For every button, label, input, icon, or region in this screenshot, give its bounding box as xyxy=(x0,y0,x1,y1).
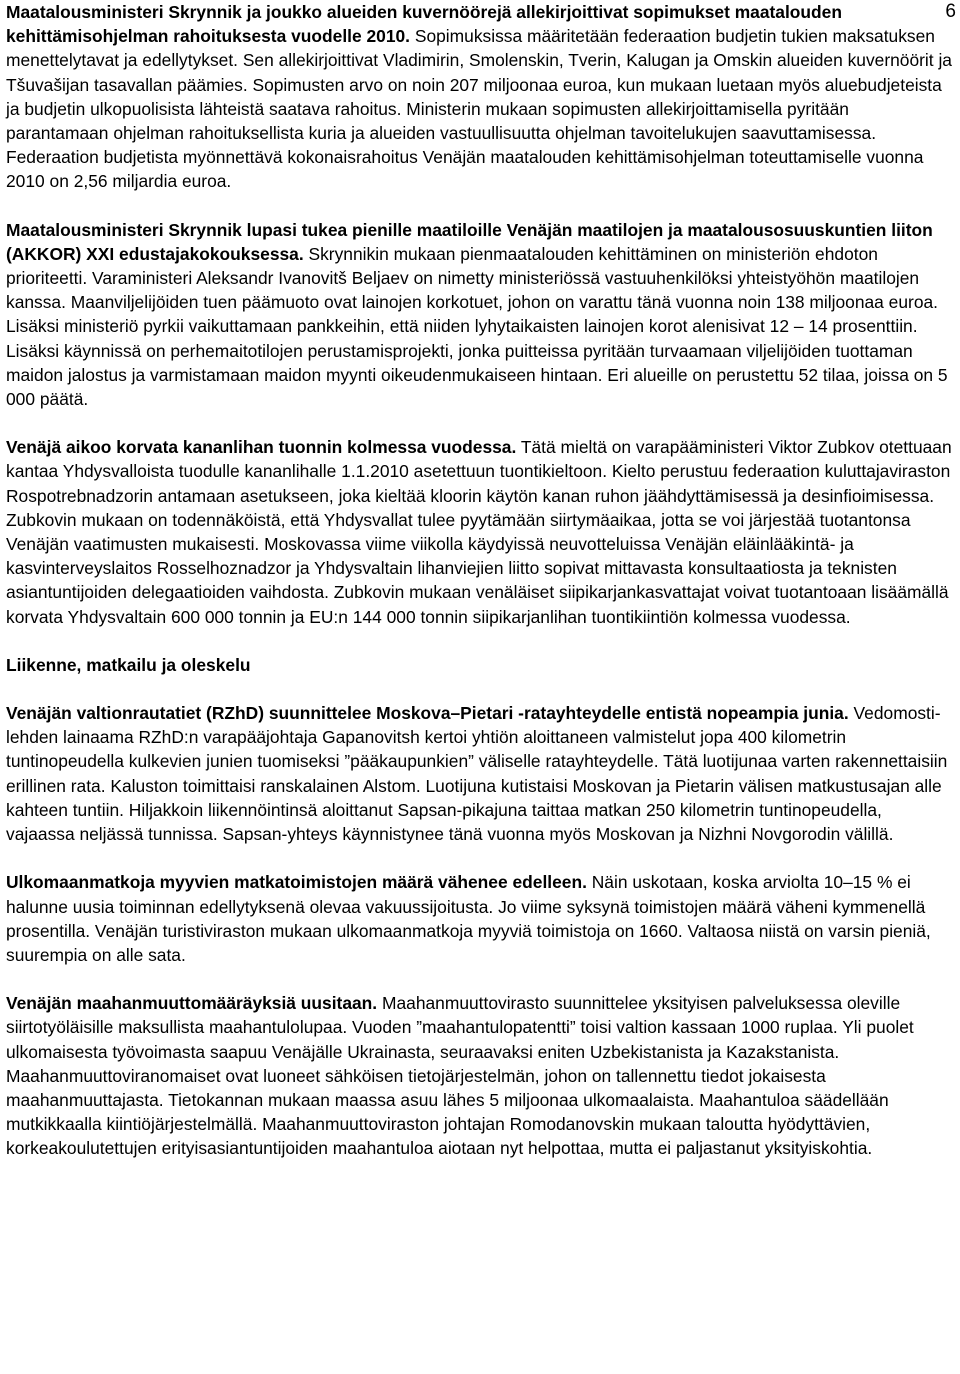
article-agriculture-agreements xyxy=(6,0,954,194)
article-lead: Venäjän valtionrautatiet (RZhD) suunnittelee Moskova–Pietari -ratayhteydelle entistä nopeampia junia. xyxy=(6,703,849,724)
article-high-speed-rail xyxy=(6,701,954,846)
article-small-farms-support xyxy=(6,218,954,412)
document-body xyxy=(6,0,954,1185)
article-body: Skrynnikin mukaan pienmaatalouden kehittäminen on ministeriön ehdoton prioriteetti. Varaministeri Aleksandr Ivanovitš Beljaev on nimetty ministeriössä vastuuhenkilöksi yhteistyöhön maatilojen kanssa. Maanviljelijöiden tuen päämuoto ovat lainojen korkotuet, johon on varattu tänä vuonna noin 138 miljoonaa euroa. Lisäksi ministeriö pyrkii vaikuttamaan pankkeihin, että niiden lyhytaikaisten lainojen korot alenisivat 12 – 14 prosenttiin. Lisäksi käynnissä on perhemaitotilojen perustamisprojekti, jonka puitteissa pyritään turvaamaan viljelijöiden tuottaman maidon jalostus ja varmistamaan maidon myynti oikeudenmukaiseen hintaan. Eri alueille on perustettu 52 tilaa, joissa on 5 000 päätä. xyxy=(6,243,948,410)
article-body: Vedomosti-lehden lainaama RZhD:n varapääjohtaja Gapanovitsh kertoi yhtiön aloittaneen valmistelut jopa 400 kilometrin tuntinopeudella kulkevien junien tuomiseksi ”pääkaupunkien” väliselle ratayhteydelle. Tätä luotijunaa varten rakennettaisiin erillinen rata. Kaluston toimittaisi ranskalainen Alstom. Luotijuna kutistaisi Moskovan ja Pietarin välisen matkustusajan alle kahteen tuntiin. Hiljakkoin liikennöintinsä aloittanut Sapsan-pikajuna taittaa matkan 250 kilometrin tuntinopeudella, vajaassa neljässä tunnissa. Sapsan-yhteys käynnistynee tänä vuonna myös Moskovan ja Nizhni Novgorodin välillä. xyxy=(6,703,948,845)
article-lead: Venäjä aikoo korvata kananlihan tuonnin kolmessa vuodessa. xyxy=(6,437,517,458)
article-body: Näin uskotaan, koska arviolta 10–15 % ei halunne uusia toiminnan edellytyksenä olevaa vakuussijoitusta. Jo viime syksynä toimistojen määrä väheni kymmenellä prosentilla. Venäjän turistiviraston mukaan ulkomaanmatkoja myyviä toimistoja on 1660. Valtaosa niistä on varsin pieniä, suurempia on alle sata. xyxy=(6,872,931,965)
article-lead: Venäjän maahanmuuttomääräyksiä uusitaan. xyxy=(6,993,378,1014)
article-body: Tätä mieltä on varapääministeri Viktor Zubkov otettuaan kantaa Yhdysvalloista tuodulle kananlihalle 1.1.2010 asetettuun tuontikieltoon. Kielto perustuu federaation kuluttajaviraston Rospotrebnadzorin antamaan asetukseen, joka kieltää kloorin käytön kanan ruhon jäähdyttämisessä ja desinfioimisessa. Zubkovin mukaan on todennäköistä, että Yhdysvallat tulee pyytämään siirtymäaikaa, jotta se voi järjestää tuotantonsa Venäjän vaatimusten mukaisesti. Moskovassa viime viikolla käydyissä neuvotteluissa Venäjän eläinlääkintä- ja kasvinterveyslaitos Rosselhoznadzor ja Yhdysvaltain lihanviejien liitto sopivat mittavasta konsultaatiosta ja teknisten asiantuntijoiden delegaatioiden vaihdosta. Zubkovin mukaan venäläiset siipikarjankasvattajat voivat tuotantoaan lisäämällä korvata Yhdysvaltain 600 000 tonnin ja EU:n 144 000 tonnin siipikarjanlihan tuontikiintiön kolmessa vuodessa. xyxy=(6,437,952,627)
article-migration-rules xyxy=(6,991,954,1160)
article-chicken-import xyxy=(6,435,954,629)
article-travel-agencies xyxy=(6,870,954,967)
article-lead: Maatalousministeri Skrynnik ja joukko alueiden kuvernöörejä allekirjoittivat sopimukset maatalouden kehittämisohjelman rahoituksesta vuodelle 2010. xyxy=(6,2,842,47)
article-body: Maahanmuuttovirasto suunnittelee yksityisen palveluksessa oleville siirtotyöläisille maksullista maahantulolupaa. Vuoden ”maahantulopatentti” toisi valtion kassaan 1000 ruplaa. Yli puolet ulkomaisesta työvoimasta saapuu Venäjälle Ukrainasta, seuraavaksi eniten Uzbekistanista ja Kazakstanista. Maahanmuuttoviranomaiset ovat luoneet sähköisen tietojärjestelmän, johon on tallennettu tiedot jokaisesta maahanmuuttajasta. Tietokannan mukaan maassa asuu lähes 5 miljoonaa ulkomaalaista. Maahantuloa säädellään mutkikkaalla kiintiöjärjestelmällä. Maahanmuuttoviraston johtajan Romodanovskin mukaan taloutta hyödyttävien, korkeakoulutettujen erityisasiantuntijoiden maahantuloa aiotaan nyt helpottaa, mutta ei paljastanut yksityiskohtia. xyxy=(6,993,914,1159)
page-number: 6 xyxy=(945,1,956,22)
article-lead: Maatalousministeri Skrynnik lupasi tukea pienille maatiloille Venäjän maatilojen ja maatalousosuuskuntien liiton (AKKOR) XXI edustajakokouksessa. xyxy=(6,219,933,264)
article-lead: Ulkomaanmatkoja myyvien matkatoimistojen määrä vähenee edelleen. xyxy=(6,872,587,893)
section-heading: Liikenne, matkailu ja oleskelu xyxy=(6,654,251,675)
article-body: Sopimuksissa määritetään federaation budjetin tukien maksatuksen menettelytavat ja edellytykset. Sen allekirjoittivat Vladimirin, Smolenskin, Tverin, Kalugan ja Omskin alueiden kuvernöörit ja Tšuvašijan tasavallan päämies. Sopimusten arvo on noin 207 miljoonaa euroa, kun mukaan luetaan myös aluebudjeteista ja budjetin ulkopuolisista lähteistä saatava rahoitus. Ministerin mukaan sopimusten allekirjoittamisella pyritään parantamaan ohjelman rahoituksellista kuria ja alueiden vastuullisuutta ohjelman tavoitelukujen saavuttamisessa. Federaation budjetista myönnettävä kokonaisrahoitus Venäjän maatalouden kehittämisohjelman toteuttamiselle vuonna 2010 on 2,56 miljardia euroa. xyxy=(6,26,952,192)
